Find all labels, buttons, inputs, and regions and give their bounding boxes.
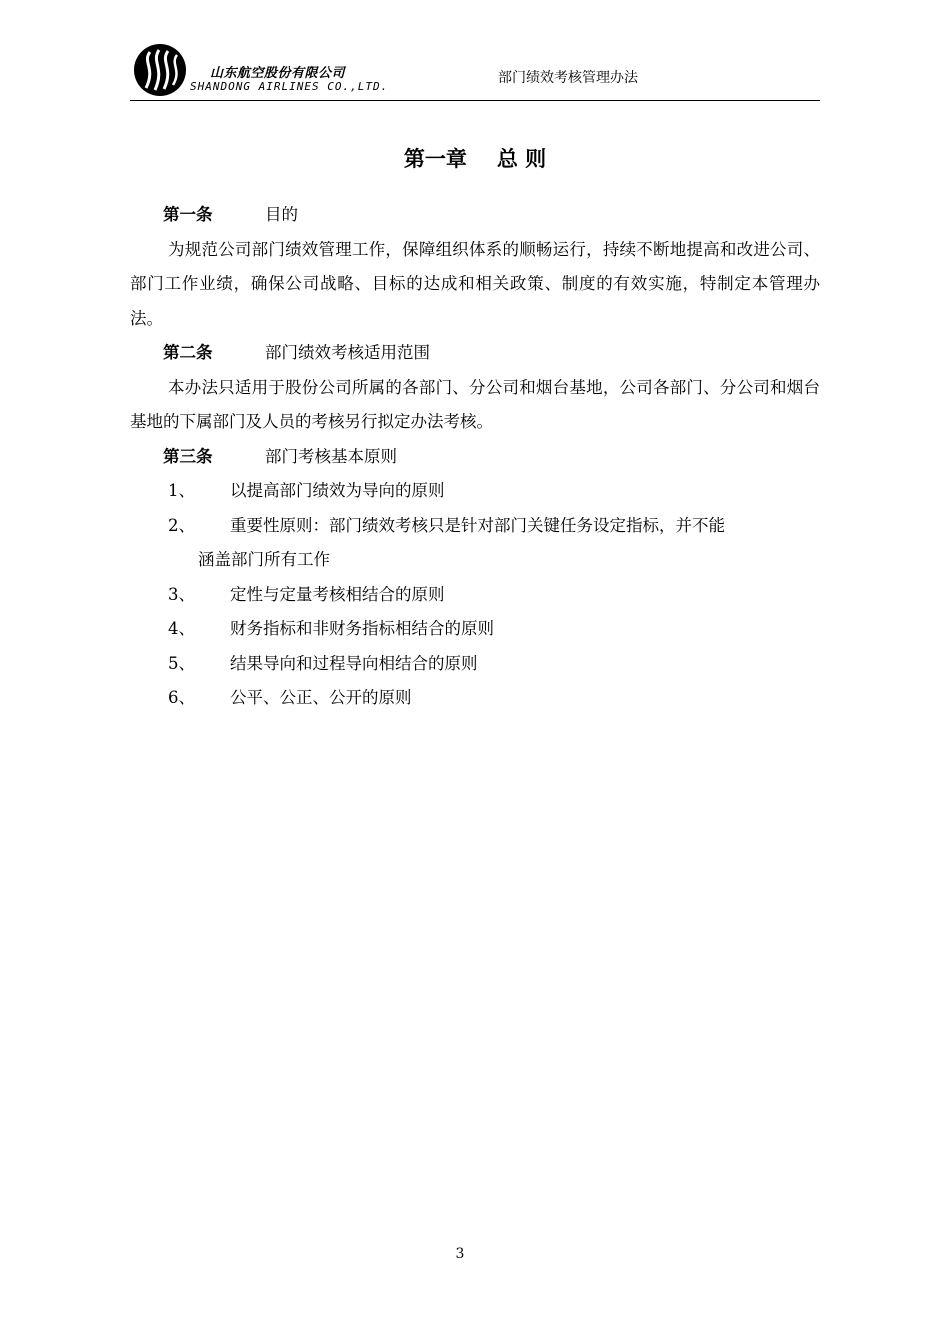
article-heading-text: 部门考核基本原则 [265,446,397,466]
article-2-paragraph: 本办法只适用于股份公司所属的各部门、分公司和烟台基地，公司各部门、分公司和烟台基地的下属部门及人员的考核另行拟定办法考核。 [130,377,820,431]
list-item-number: 2、 [168,515,195,535]
chapter-heading [0,143,950,173]
list-item-text: 重要性原则：部门绩效考核只是针对部门关键任务设定指标，并不能 [230,515,725,535]
list-item-text: 结果导向和过程导向相结合的原则 [230,653,478,673]
article-1-paragraph: 为规范公司部门绩效管理工作，保障组织体系的顺畅运行，持续不断地提高和改进公司、部门工作业绩，确保公司战略、目标的达成和相关政策、制度的有效实施，特制定本管理办法。 [130,239,820,328]
article-heading-text: 部门绩效考核适用范围 [265,343,430,362]
company-name-en: SHANDONG AIRLINES CO.,LTD. [190,80,389,93]
list-item-number: 4、 [168,619,195,638]
page-header [130,36,820,102]
header-divider [130,100,820,101]
list-item-number: 5、 [168,653,195,673]
company-name-cn: 山东航空股份有限公司 [210,66,346,81]
list-item-number: 3、 [168,584,195,604]
airline-wings-logo-icon [132,42,188,98]
document-body [130,198,820,716]
list-item [130,474,820,509]
list-item-text: 公平、公正、公开的原则 [230,688,412,707]
article-label: 第三条 [163,446,213,466]
article-1-heading [130,198,820,233]
page-number: 3 [455,1246,465,1262]
list-item [130,509,820,544]
article-label: 第二条 [163,343,213,362]
chapter-number: 第一章 [403,147,467,171]
list-item-number: 6、 [168,688,195,707]
list-item-continuation: 涵盖部门所有工作 [198,550,330,569]
article-heading-text: 目的 [265,205,298,224]
list-item-text: 定性与定量考核相结合的原则 [230,584,445,604]
list-item [130,647,820,682]
list-item-text: 以提高部门绩效为导向的原则 [230,481,445,500]
list-item-number: 1、 [168,481,195,500]
article-3-heading [130,440,820,475]
chapter-title: 总 则 [496,147,547,171]
document-title: 部门绩效考核管理办法 [498,70,638,86]
list-item [130,578,820,613]
list-item-text: 财务指标和非财务指标相结合的原则 [230,619,494,638]
list-item [130,681,820,716]
article-label: 第一条 [163,205,213,224]
article-2-heading [130,336,820,371]
list-item [130,612,820,647]
